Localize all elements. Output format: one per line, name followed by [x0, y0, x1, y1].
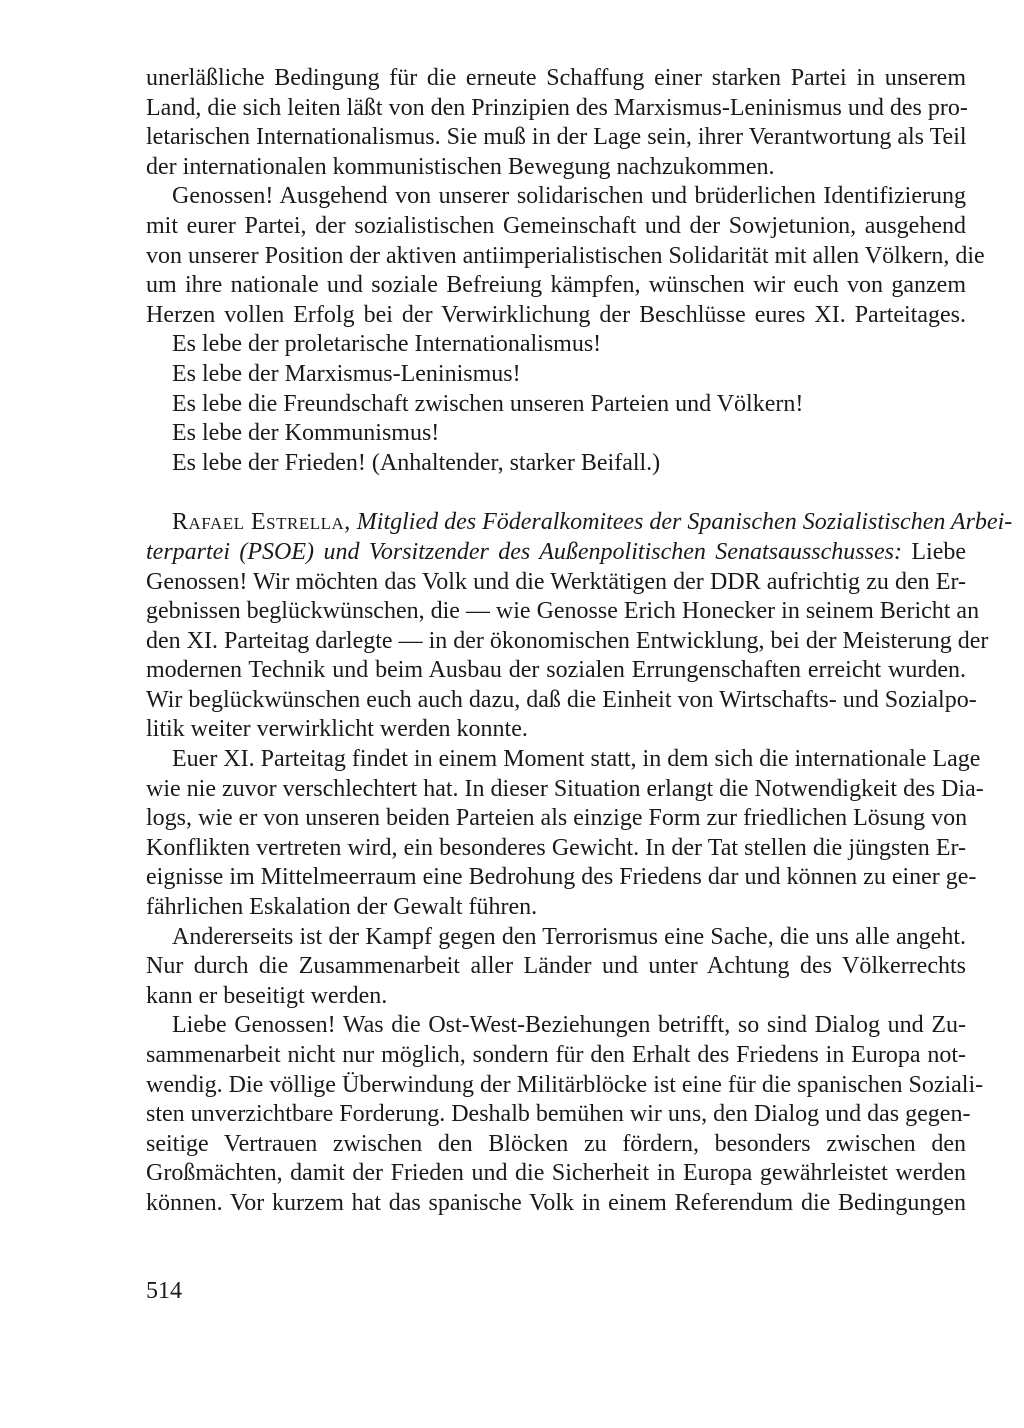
text-line: Großmächten, damit der Frieden und die Sicherheit in Europa gewährleistet werden — [146, 1160, 966, 1187]
text-line: können. Vor kurzem hat das spanische Volk in einem Referendum die Bedingungen — [146, 1189, 966, 1216]
text-line: von unserer Position der aktiven antiimperialistischen Solidarität mit allen Völkern, die — [146, 242, 985, 269]
text-line: Genossen! Ausgehend von unserer solidarischen und brüderlichen Identifizierung — [172, 183, 966, 210]
speaker-line — [146, 508, 1013, 538]
page-number: 514 — [146, 1278, 182, 1304]
text-line: Wir beglückwünschen euch auch dazu, daß die Einheit von Wirtschafts- und Sozialpo- — [146, 686, 977, 713]
speaker-line — [146, 538, 966, 568]
body-text — [146, 64, 1013, 1219]
text-line: Liebe Genossen! Was die Ost-West-Beziehungen betrifft, so sind Dialog und Zu- — [172, 1012, 966, 1039]
text-line: sten unverzichtbare Forderung. Deshalb bemühen wir uns, den Dialog und das gegen- — [146, 1101, 971, 1128]
slogan-line: Es lebe der Frieden! (Anhaltender, starker Beifall.) — [172, 449, 661, 476]
text-line: mit eurer Partei, der sozialistischen Gemeinschaft und der Sowjetunion, ausgehend — [146, 212, 966, 239]
text-line: Euer XI. Parteitag findet in einem Moment statt, in dem sich die internationale Lage — [172, 746, 981, 773]
text-line: unerläßliche Bedingung für die erneute Schaffung einer starken Partei in unserem — [146, 65, 966, 91]
speaker-role: Mitglied des Föderalkomitees der Spanischen Sozialistischen Arbei- — [356, 509, 1013, 536]
text-line: fährlichen Eskalation der Gewalt führen. — [146, 894, 538, 921]
text-line: Andererseits ist der Kampf gegen den Terrorismus eine Sache, die uns alle angeht. — [172, 923, 966, 950]
text-line: Herzen vollen Erfolg bei der Verwirklichung der Beschlüsse eures XI. Parteitages. — [146, 301, 966, 328]
slogan-line: Es lebe der proletarische Internationalismus! — [172, 331, 602, 358]
paragraph-2 — [146, 182, 985, 330]
text-line: letarischen Internationalismus. Sie muß in der Lage sein, ihrer Verantwortung als Teil — [146, 124, 967, 151]
text-line: eignisse im Mittelmeerraum eine Bedrohung des Friedens dar und können zu einer ge- — [146, 864, 977, 891]
text-line: logs, wie er von unseren beiden Parteien als einzige Form zur friedlichen Lösung von — [146, 805, 968, 832]
text-line: wendig. Die völlige Überwindung der Militärblöcke ist eine für die spanischen Soziali- — [146, 1071, 984, 1098]
text-line: wie nie zuvor verschlechtert hat. In dieser Situation erlangt die Notwendigkeit des Dia- — [146, 775, 984, 802]
slogan-line: Es lebe die Freundschaft zwischen unseren Parteien und Völkern! — [172, 390, 804, 417]
slogan-line: Es lebe der Marxismus-Leninismus! — [172, 360, 521, 387]
section-gap — [146, 478, 966, 508]
text-line: seitige Vertrauen zwischen den Blöcken zu fördern, besonders zwischen den — [146, 1130, 966, 1157]
text-line: Genossen! Wir möchten das Volk und die Werktätigen der DDR aufrichtig zu den Er- — [146, 568, 966, 595]
text-line: den XI. Parteitag darlegte — in der ökonomischen Entwicklung, bei der Meisterung der — [146, 627, 989, 654]
paragraph-4 — [146, 745, 984, 923]
speaker-role: terpartei (PSOE) und Vorsitzender des Außenpolitischen Senatsausschusses: — [146, 538, 902, 565]
text-line: sammenarbeit nicht nur möglich, sondern für den Erhalt des Friedens in Europa not- — [146, 1042, 966, 1068]
paragraph-6 — [146, 1011, 984, 1218]
text-line: Konflikten vertreten wird, ein besonderes Gewicht. In der Tat stellen die jüngsten Er- — [146, 834, 966, 861]
speech-start: Liebe — [911, 538, 967, 565]
text-line: kann er beseitigt werden. — [146, 982, 388, 1009]
paragraph-5 — [146, 923, 966, 1012]
text-line: Nur durch die Zusammenarbeit aller Länder und unter Achtung des Völkerrechts — [146, 953, 966, 980]
text-line: litik weiter verwirklicht werden konnte. — [146, 716, 528, 743]
slogans — [146, 330, 966, 478]
speaker-name: Rafael Estrella, — [172, 509, 351, 536]
text-line: um ihre nationale und soziale Befreiung kämpfen, wünschen wir euch von ganzem — [146, 272, 966, 299]
text-line: modernen Technik und beim Ausbau der sozialen Errungenschaften erreicht wurden. — [146, 657, 966, 684]
text-line: der internationalen kommunistischen Bewegung nachzukommen. — [146, 153, 775, 180]
text-line: Land, die sich leiten läßt von den Prinzipien des Marxismus-Leninismus und des pro- — [146, 94, 968, 121]
paragraph-1 — [146, 64, 966, 182]
paragraph-3 — [146, 508, 1013, 745]
slogan-line: Es lebe der Kommunismus! — [172, 420, 440, 447]
text-line: gebnissen beglückwünschen, die — wie Genosse Erich Honecker in seinem Bericht an — [146, 598, 980, 625]
